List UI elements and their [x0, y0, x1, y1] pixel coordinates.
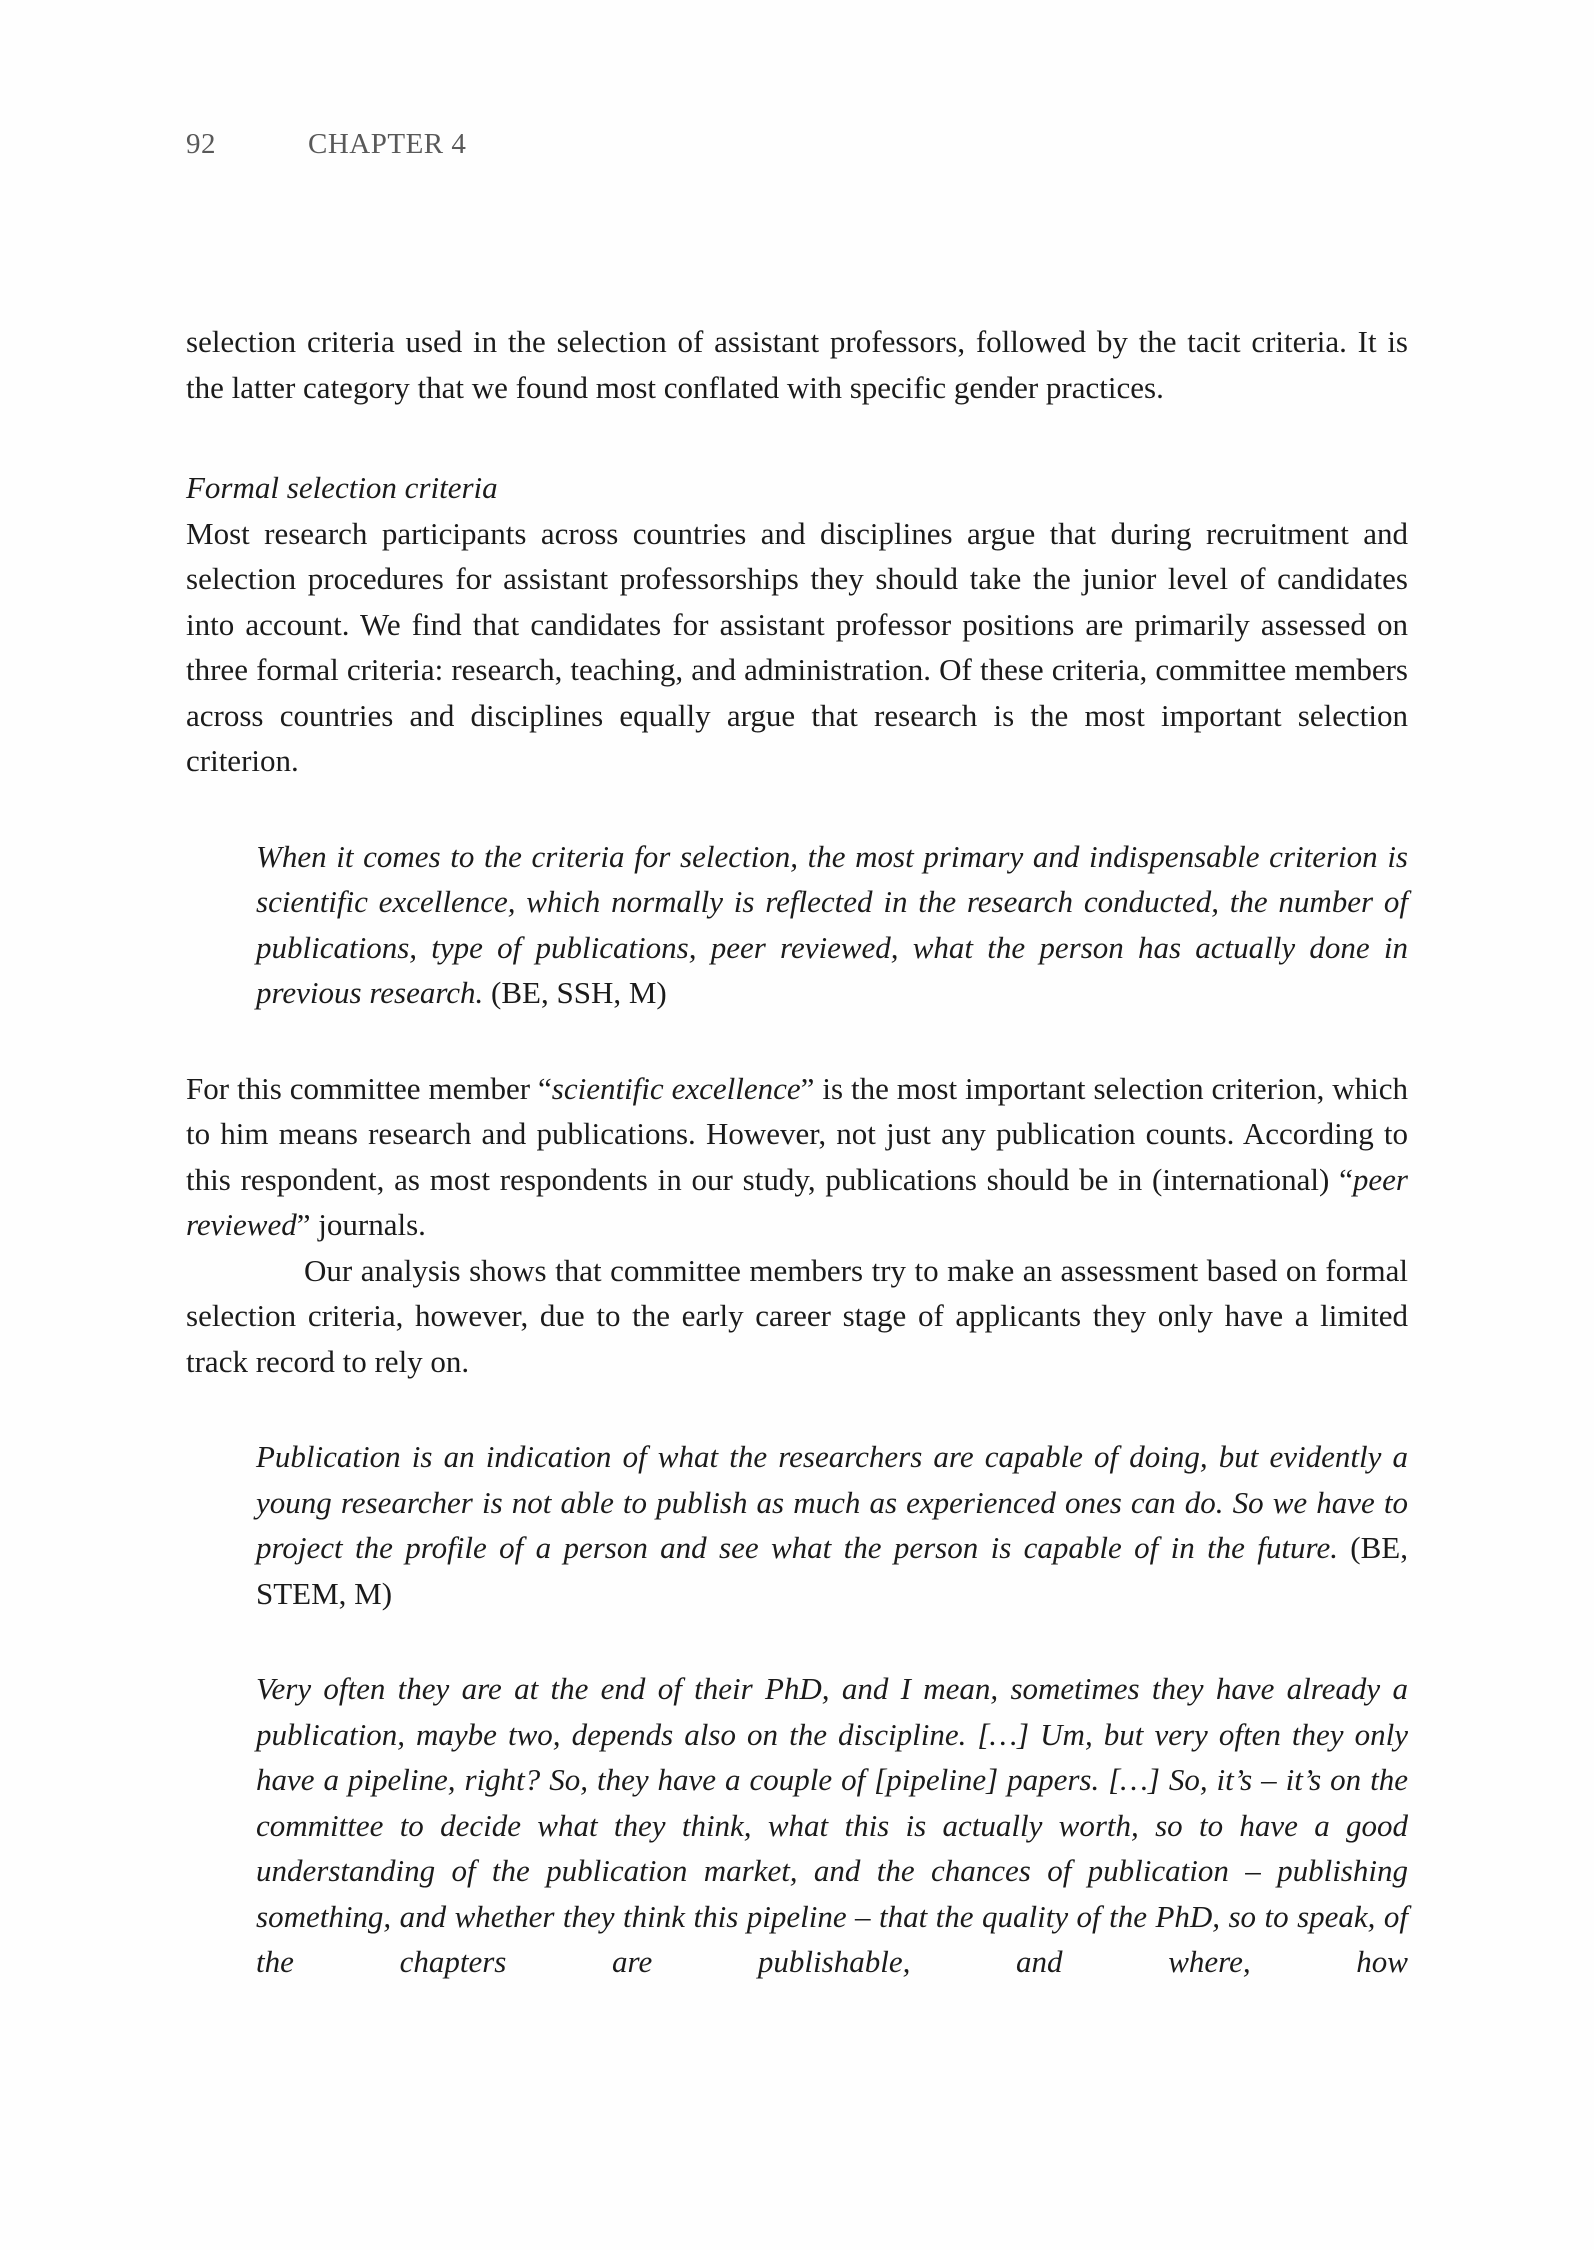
quote-3-text: Very often they are at the end of their PhD, and I mean, sometimes they have already a publication, maybe two, depends also on the discipline. […] Um, but very often they only have a pipeline, right? So, they have a couple of [pipeline] papers. […] So, it’s – it’s on the committee to decide what they think, what this is actually worth, so to have a good understanding of the publication market, and the chances of publication – publishing something, and whether they think this pipeline – that the quality of the PhD, so to speak, of the chapters are publishable, and where, how: [256, 1671, 1408, 1979]
text-run: ” journals.: [296, 1207, 426, 1242]
quote-1-attribution: (BE, SSH, M): [483, 975, 667, 1010]
block-quote-2: [256, 1434, 1408, 1616]
emphasized-term-scientific-excellence: scientific excellence: [551, 1070, 801, 1106]
emphasized-term-peer-reviewed: peer reviewed: [186, 1161, 1408, 1242]
paragraph-analysis: Our analysis shows that committee members try to make an assessment based on formal selection criteria, however, due to the early career stage of applicants they only have a limited track record to rely on.: [186, 1252, 1408, 1379]
text-run: ” is the most important selection criterion, which to him means research and publications. However, not just any publication counts. According to this respondent, as most respondents in our study, publications should be in (international) “: [186, 1070, 1409, 1197]
page-number: 92: [186, 128, 216, 160]
chapter-title: CHAPTER 4: [308, 128, 467, 160]
quote-2-text: Publication is an indication of what the researchers are capable of doing, but evidently a young researcher is not able to publish as much as experienced ones can do. So we have to project the profile of a person and see what the person is capable of in the future.: [256, 1439, 1408, 1565]
running-head: [186, 128, 466, 160]
block-quote-3: [256, 1666, 1408, 1985]
page-content: [186, 319, 1408, 1985]
block-quote-1: [256, 834, 1408, 1016]
section-heading-formal-selection-criteria: Formal selection criteria: [186, 470, 498, 505]
paragraph-intro: selection criteria used in the selection of assistant professors, followed by the tacit criteria. It is the latter category that we found most conflated with specific gender practices.: [186, 324, 1408, 405]
quote-2-attribution: (BE, STEM, M): [256, 1530, 1408, 1611]
paragraph-discussion: [186, 1066, 1408, 1248]
text-run: For this committee member “: [186, 1070, 552, 1106]
paragraph-formal-criteria: Most research participants across countries and disciplines argue that during recruitment and selection procedures for assistant professorships they should take the junior level of candidates into account. We find that candidates for assistant professor positions are primarily assessed on three formal criteria: research, teaching, and administration. Of these criteria, committee members across countries and disciplines equally argue that research is the most important selection criterion.: [186, 515, 1408, 778]
quote-1-text: When it comes to the criteria for selection, the most primary and indispensable criterion is scientific excellence, which normally is reflected in the research conducted, the number of publications, type of publications, peer reviewed, what the person has actually done in previous research.: [256, 838, 1408, 1010]
